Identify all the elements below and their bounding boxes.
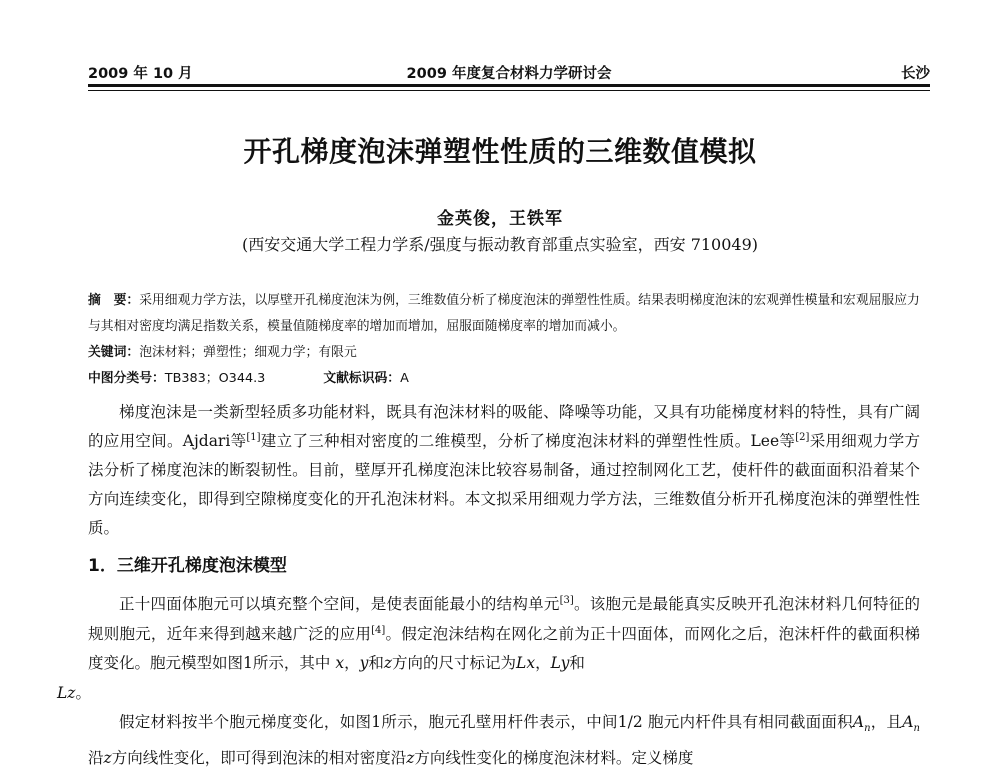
header-date: 2009 年 10 月 (88, 66, 193, 82)
symbol-ly: Ly (550, 654, 570, 672)
section-1-body (57, 590, 920, 773)
header-rule-thin (88, 90, 930, 91)
clc-value: TB383；O344.3 (164, 371, 266, 386)
symbol-z-3: z (406, 748, 415, 767)
intro-text-3: 采用细观力学方法分析了梯度泡沫的断裂韧性。目前，壁厚开孔梯度泡沫比较容易制备，通过控制网化工艺，使杆件的截面面积沿着某个方向连续变化，即得到空隙梯度变化的开孔泡沫材料。本文拟采用细观力学方法，三维数值分析开孔梯度泡沫的弹塑性性质。 (88, 432, 920, 537)
symbol-an-2: A (902, 713, 914, 731)
citation-2: [2] (795, 431, 810, 443)
s1p2-text-5: 方向线性变化的梯度泡沫材料。定义梯度 (414, 748, 694, 767)
symbol-an: A (852, 713, 865, 731)
s1-and-2: 和 (569, 654, 585, 672)
citation-3: [3] (559, 594, 574, 606)
doc-code-value: A (400, 371, 409, 386)
doc-code-label: 文献标识码： (323, 371, 401, 386)
abstract-label: 摘 要： (88, 293, 140, 308)
section-1-paragraph-1 (57, 590, 920, 708)
header-rule-thick (88, 84, 930, 87)
s1p2-text-3: 沿 (88, 748, 104, 767)
s1-text-4: 方向的尺寸标记为 (392, 654, 517, 672)
paper-title: 开孔梯度泡沫弹塑性性质的三维数值模拟 (243, 135, 757, 168)
keywords-label: 关键词： (88, 345, 140, 360)
header-conference: 2009 年度复合材料力学研讨会 (406, 66, 612, 82)
s1p2-text-2: ，且 (870, 713, 903, 731)
paper-authors: 金英俊，王铁军 (437, 209, 563, 229)
symbol-z: z (383, 654, 393, 672)
intro-text-1: 梯度泡沫是一类新型轻质多功能材料，既具有泡沫材料的吸能、降噪等功能，又具有功能梯度材料的特性，具有广阔的应用空间。Ajdari等 (88, 403, 920, 450)
intro-section (88, 398, 920, 543)
s1-and: 和 (368, 654, 384, 672)
header-location: 长沙 (901, 66, 930, 82)
s1-sep: ， (535, 654, 551, 672)
symbol-x: x (335, 654, 345, 672)
abstract (88, 288, 920, 340)
symbol-an-sub: n (864, 723, 871, 735)
s1-text-3: 。假定泡沫结构在网化之前为正十四面体，而网化之后，泡沫杆件的截面积梯度变化。胞元模型如图1所示，其中 (88, 624, 920, 672)
s1-text-2: 。该胞元是最能真实反映开孔泡沫材料几何特征的规则胞元，近年来得到越来越广泛的应用 (88, 595, 920, 643)
citation-1: [1] (246, 431, 261, 443)
paper-affiliation: (西安交通大学工程力学系/强度与振动教育部重点实验室，西安 710049) (241, 235, 759, 254)
clc-label: 中图分类号： (88, 371, 165, 386)
intro-text-2: 建立了三种相对密度的二维模型，分析了梯度泡沫材料的弹塑性性质。Lee等 (260, 432, 796, 450)
s1p2-text-4: 方向线性变化，即可得到泡沫的相对密度沿 (111, 748, 407, 767)
s1-end: 。 (75, 683, 91, 702)
s1-text-1: 正十四面体胞元可以填充整个空间，是使表面能最小的结构单元 (119, 595, 560, 613)
symbol-an-2-sub: n (913, 723, 920, 735)
abstract-text: 采用细观力学方法，以厚壁开孔梯度泡沫为例，三维数值分析了梯度泡沫的弹塑性性质。结果表明梯度泡沫的宏观弹性模量和宏观屈服应力与其相对密度均满足指数关系，模量值随梯度率的增加而增加，屈服面随梯度率的增加而减小。 (88, 293, 920, 334)
citation-4: [4] (371, 624, 386, 636)
classification (88, 366, 920, 392)
symbol-z-2: z (103, 748, 112, 767)
symbol-y: y (359, 654, 369, 672)
s1-comma: ， (344, 654, 360, 672)
running-header (88, 56, 930, 82)
keywords (88, 340, 920, 366)
intro-paragraph (88, 398, 920, 543)
section-heading: 1．三维开孔梯度泡沫模型 (88, 556, 287, 576)
s1p2-text-1: 假定材料按半个胞元梯度变化，如图1所示，胞元孔壁用杆件表示，中间1/2 胞元内杆件具有相同截面面积 (119, 713, 853, 731)
abstract-block (88, 288, 920, 392)
keywords-text: 泡沫材料；弹塑性；细观力学；有限元 (139, 345, 357, 360)
section-1-paragraph-2 (88, 708, 920, 773)
symbol-lx: Lx (516, 654, 536, 672)
symbol-lz: Lz (57, 683, 76, 702)
